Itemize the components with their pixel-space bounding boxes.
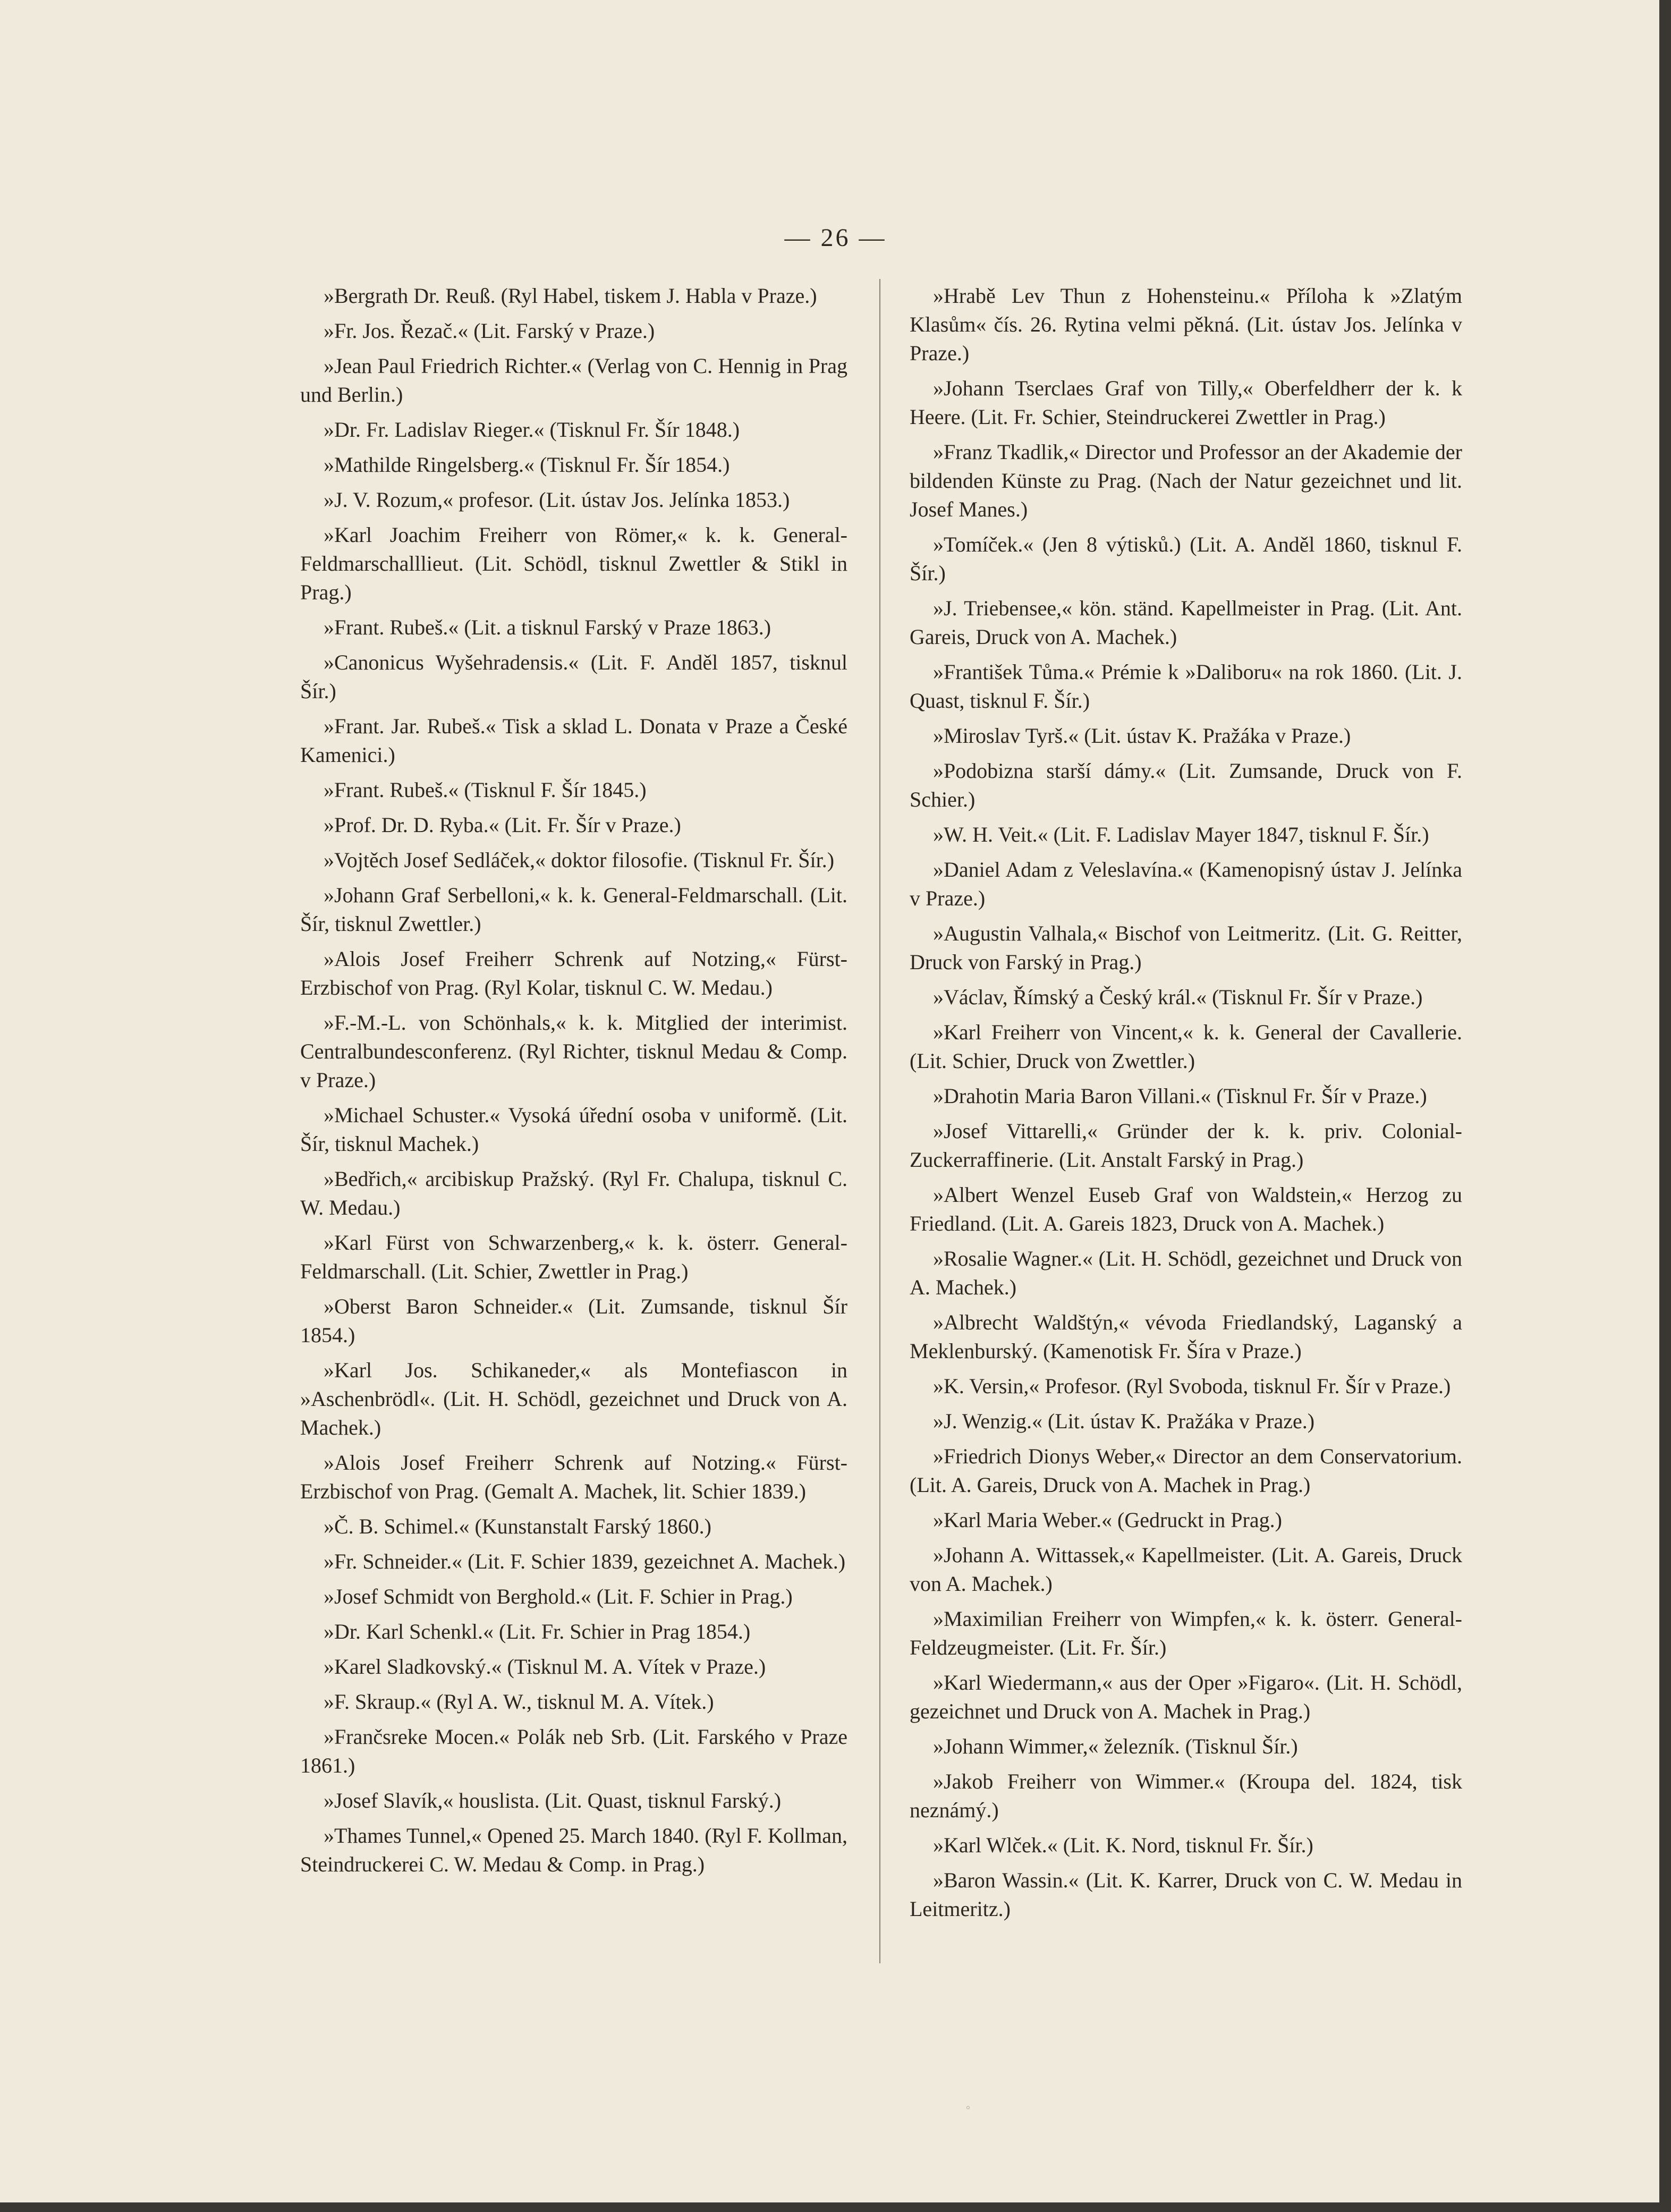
catalog-entry: »J. Wenzig.« (Lit. ústav K. Pražáka v Praze.) <box>933 1409 1315 1433</box>
catalog-entry: »Johann Graf Serbelloni,« k. k. General-Feldmarschall. (Lit. Šír, tisknul Zwettler.) <box>300 883 847 936</box>
column-divider <box>879 279 880 1963</box>
catalog-entry: »Frant. Jar. Rubeš.« Tisk a sklad L. Donata v Praze a České Kamenici.) <box>300 714 847 767</box>
left-column <box>300 282 847 1885</box>
catalog-entry: »Thames Tunnel,« Opened 25. March 1840. (Ryl F. Kollman, Steindruckerei C. W. Medau & Comp. in Prag.) <box>300 1824 847 1876</box>
catalog-entry: »Josef Schmidt von Berghold.« (Lit. F. Schier in Prag.) <box>324 1584 793 1608</box>
catalog-entry: »Albert Wenzel Euseb Graf von Waldstein,« Herzog zu Friedland. (Lit. A. Gareis 1823, Druck von A. Machek.) <box>910 1183 1462 1235</box>
catalog-entry: »Václav, Římský a Český král.« (Tisknul Fr. Šír v Praze.) <box>933 985 1423 1009</box>
catalog-entry: »Vojtěch Josef Sedláček,« doktor filosofie. (Tisknul Fr. Šír.) <box>324 848 835 872</box>
catalog-entry: »Karel Sladkovský.« (Tisknul M. A. Vítek v Praze.) <box>324 1655 766 1679</box>
catalog-entry: »Alois Josef Freiherr Schrenk auf Notzing.« Fürst-Erzbischof von Prag. (Gemalt A. Machek, lit. Schier 1839.) <box>300 1451 847 1503</box>
page-ornament: ° <box>966 2104 970 2116</box>
catalog-entry: »Miroslav Tyrš.« (Lit. ústav K. Pražáka v Praze.) <box>933 724 1351 748</box>
catalog-entry: »Daniel Adam z Veleslavína.« (Kamenopisný ústav J. Jelínka v Praze.) <box>910 858 1462 910</box>
catalog-entry: »Č. B. Schimel.« (Kunstanstalt Farský 1860.) <box>324 1514 711 1538</box>
catalog-entry: »Hrabě Lev Thun z Hohensteinu.« Příloha k »Zlatým Klasům« čís. 26. Rytina velmi pěkná. (Lit. ústav Jos. Jelínka v Praze.) <box>910 284 1462 365</box>
catalog-entry: »Karl Maria Weber.« (Gedruckt in Prag.) <box>933 1508 1282 1532</box>
catalog-entry: »Rosalie Wagner.« (Lit. H. Schödl, gezeichnet und Druck von A. Machek.) <box>910 1247 1462 1299</box>
catalog-entry: »Johann Wimmer,« železník. (Tisknul Šír.) <box>933 1734 1298 1758</box>
catalog-entry: »Johann Tserclaes Graf von Tilly,« Oberfeldherr der k. k Heere. (Lit. Fr. Schier, Steindruckerei Zwettler in Prag.) <box>910 376 1462 429</box>
right-column <box>910 282 1462 1930</box>
catalog-entry: »Fr. Jos. Řezač.« (Lit. Farský v Praze.) <box>324 319 655 343</box>
catalog-entry: »Oberst Baron Schneider.« (Lit. Zumsande, tisknul Šír 1854.) <box>300 1294 847 1347</box>
catalog-entry: »W. H. Veit.« (Lit. F. Ladislav Mayer 1847, tisknul F. Šír.) <box>933 823 1429 846</box>
catalog-entry: »Frant. Rubeš.« (Lit. a tisknul Farský v Praze 1863.) <box>324 615 771 639</box>
catalog-entry: »Josef Slavík,« houslista. (Lit. Quast, tisknul Farský.) <box>324 1789 782 1812</box>
page-number: — 26 — <box>784 224 887 252</box>
catalog-entry: »Karl Wlček.« (Lit. K. Nord, tisknul Fr. Šír.) <box>933 1833 1313 1857</box>
catalog-entry: »Tomíček.« (Jen 8 výtisků.) (Lit. A. Anděl 1860, tisknul F. Šír.) <box>910 532 1462 585</box>
catalog-entry: »Prof. Dr. D. Ryba.« (Lit. Fr. Šír v Praze.) <box>324 813 681 837</box>
catalog-entry: »Maximilian Freiherr von Wimpfen,« k. k. österr. General-Feldzeugmeister. (Lit. Fr. Šír.) <box>910 1607 1462 1659</box>
catalog-entry: »Bergrath Dr. Reuß. (Ryl Habel, tiskem J. Habla v Praze.) <box>324 284 817 308</box>
catalog-entry: »Podobizna starší dámy.« (Lit. Zumsande, Druck von F. Schier.) <box>910 759 1462 811</box>
catalog-entry: »Johann A. Wittassek,« Kapellmeister. (Lit. A. Gareis, Druck von A. Machek.) <box>910 1543 1462 1596</box>
catalog-entry: »Bedřich,« arcibiskup Pražský. (Ryl Fr. Chalupa, tisknul C. W. Medau.) <box>300 1167 847 1219</box>
page-edge-right <box>1659 0 1671 2212</box>
catalog-entry: »Albrecht Waldštýn,« vévoda Friedlandský, Laganský a Meklenburský. (Kamenotisk Fr. Šíra v Praze.) <box>910 1310 1462 1363</box>
catalog-entry: »Karl Freiherr von Vincent,« k. k. General der Cavallerie. (Lit. Schier, Druck von Zwettler.) <box>910 1020 1462 1073</box>
catalog-entry: »Friedrich Dionys Weber,« Director an dem Conservatorium. (Lit. A. Gareis, Druck von A. Machek in Prag.) <box>910 1444 1462 1497</box>
catalog-entry: »J. Triebensee,« kön. ständ. Kapellmeister in Prag. (Lit. Ant. Gareis, Druck von A. Machek.) <box>910 596 1462 649</box>
catalog-entry: »J. V. Rozum,« profesor. (Lit. ústav Jos. Jelínka 1853.) <box>324 488 790 512</box>
catalog-entry: »Dr. Fr. Ladislav Rieger.« (Tisknul Fr. Šír 1848.) <box>324 418 740 442</box>
catalog-entry: »Karl Fürst von Schwarzenberg,« k. k. österr. General-Feldmarschall. (Lit. Schier, Zwettler in Prag.) <box>300 1231 847 1283</box>
catalog-entry: »Dr. Karl Schenkl.« (Lit. Fr. Schier in Prag 1854.) <box>324 1620 751 1643</box>
catalog-entry: »Drahotin Maria Baron Villani.« (Tisknul Fr. Šír v Praze.) <box>933 1084 1427 1108</box>
catalog-entry: »Canonicus Wyšehradensis.« (Lit. F. Anděl 1857, tisknul Šír.) <box>300 650 847 703</box>
catalog-entry: »F. Skraup.« (Ryl A. W., tisknul M. A. Vítek.) <box>324 1690 714 1714</box>
catalog-entry: »K. Versin,« Profesor. (Ryl Svoboda, tisknul Fr. Šír v Praze.) <box>933 1374 1451 1398</box>
catalog-entry: »Michael Schuster.« Vysoká úřední osoba v uniformě. (Lit. Šír, tisknul Machek.) <box>300 1103 847 1156</box>
page-edge-bottom <box>0 2202 1671 2212</box>
catalog-entry: »Jean Paul Friedrich Richter.« (Verlag von C. Hennig in Prag und Berlin.) <box>300 354 847 406</box>
catalog-entry: »Fr. Schneider.« (Lit. F. Schier 1839, gezeichnet A. Machek.) <box>324 1549 846 1573</box>
catalog-entry: »Karl Jos. Schikaneder,« als Montefiascon in »Aschenbrödl«. (Lit. H. Schödl, gezeichnet und Druck von A. Machek.) <box>300 1358 847 1439</box>
catalog-entry: »Augustin Valhala,« Bischof von Leitmeritz. (Lit. G. Reitter, Druck von Farský in Prag.) <box>910 921 1462 974</box>
catalog-entry: »Baron Wassin.« (Lit. K. Karrer, Druck von C. W. Medau in Leitmeritz.) <box>910 1868 1462 1921</box>
catalog-entry: »F.-M.-L. von Schönhals,« k. k. Mitglied der interimist. Centralbundesconferenz. (Ryl Richter, tisknul Medau & Comp. v Praze.) <box>300 1011 847 1092</box>
catalog-entry: »Franz Tkadlik,« Director und Professor an der Akademie der bildenden Künste zu Prag. (Nach der Natur gezeichnet und lit. Josef Manes.) <box>910 440 1462 521</box>
catalog-entry: »Mathilde Ringelsberg.« (Tisknul Fr. Šír 1854.) <box>324 453 730 477</box>
catalog-entry: »Karl Joachim Freiherr von Römer,« k. k. General-Feldmarschalllieut. (Lit. Schödl, tisknul Zwettler & Stikl in Prag.) <box>300 523 847 604</box>
catalog-entry: »Jakob Freiherr von Wimmer.« (Kroupa del. 1824, tisk neznámý.) <box>910 1769 1462 1822</box>
catalog-entry: »Karl Wiedermann,« aus der Oper »Figaro«. (Lit. H. Schödl, gezeichnet und Druck von A. Machek in Prag.) <box>910 1671 1462 1723</box>
catalog-entry: »Josef Vittarelli,« Gründer der k. k. priv. Colonial-Zuckerraffinerie. (Lit. Anstalt Farský in Prag.) <box>910 1119 1462 1172</box>
catalog-entry: »Frančsreke Mocen.« Polák neb Srb. (Lit. Farského v Praze 1861.) <box>300 1725 847 1777</box>
catalog-entry: »František Tůma.« Prémie k »Daliboru« na rok 1860. (Lit. J. Quast, tisknul F. Šír.) <box>910 660 1462 713</box>
catalog-entry: »Alois Josef Freiherr Schrenk auf Notzing,« Fürst-Erzbischof von Prag. (Ryl Kolar, tisknul C. W. Medau.) <box>300 947 847 999</box>
catalog-entry: »Frant. Rubeš.« (Tisknul F. Šír 1845.) <box>324 778 647 802</box>
